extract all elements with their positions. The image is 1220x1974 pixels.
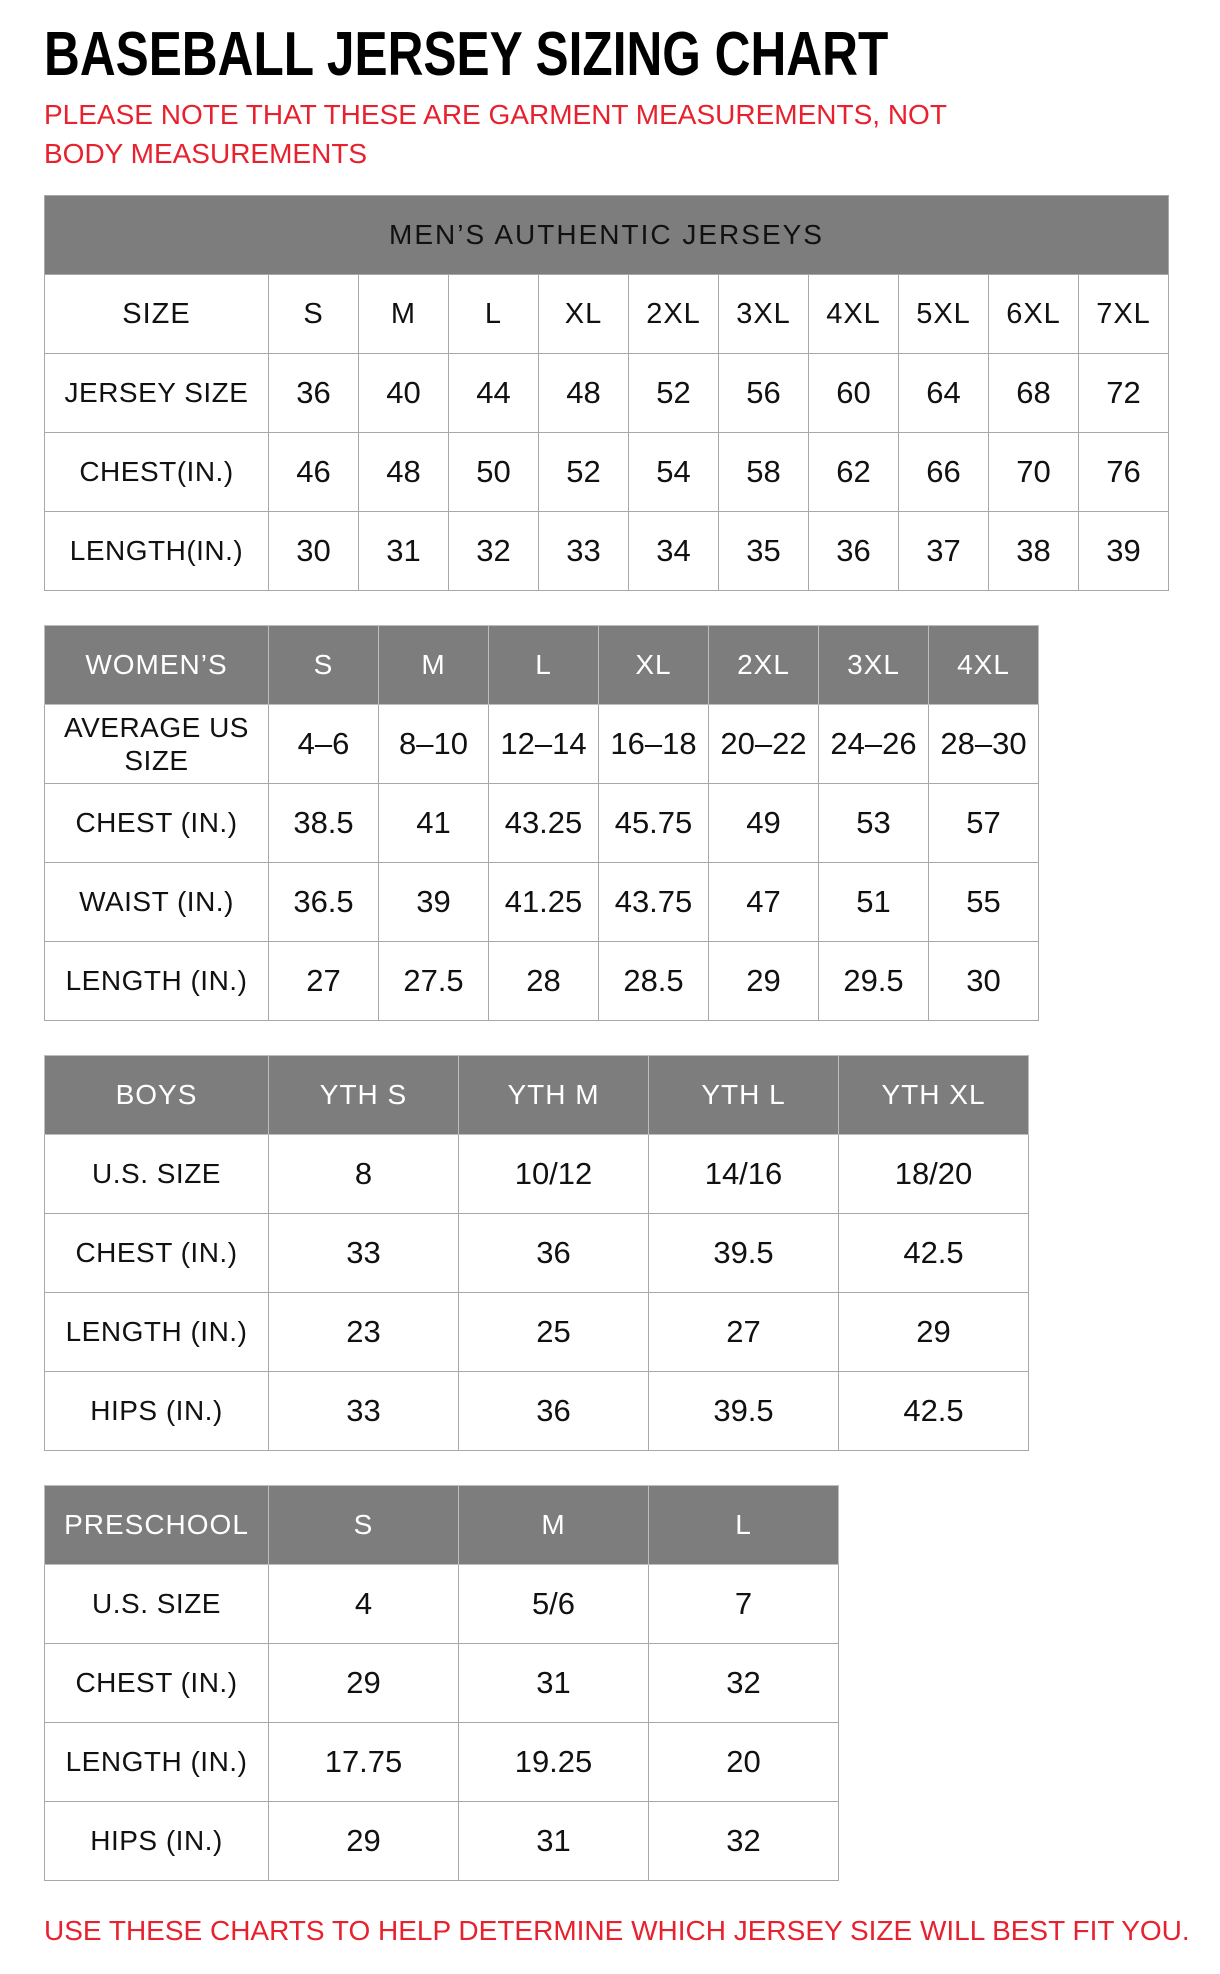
- womens-value-cell: 55: [929, 863, 1039, 942]
- mens-authentic-jerseys-value-cell: 37: [899, 512, 989, 591]
- preschool-table-row: [45, 1723, 839, 1802]
- boys-value-cell: 36: [459, 1372, 649, 1451]
- mens-authentic-jerseys-col-header: 3XL: [719, 275, 809, 354]
- boys-col-header: YTH XL: [839, 1056, 1029, 1135]
- boys-table: [44, 1055, 1029, 1451]
- mens-authentic-jerseys-table-row: [45, 512, 1169, 591]
- womens-col-header: L: [489, 626, 599, 705]
- sizing-chart-page: [44, 20, 1190, 1947]
- womens-value-cell: 57: [929, 784, 1039, 863]
- mens-authentic-jerseys-value-cell: 60: [809, 354, 899, 433]
- boys-value-cell: 33: [269, 1372, 459, 1451]
- womens-row-label: AVERAGE US SIZE: [45, 705, 269, 784]
- boys-value-cell: 33: [269, 1214, 459, 1293]
- boys-value-cell: 42.5: [839, 1372, 1029, 1451]
- mens-authentic-jerseys-col-header: 4XL: [809, 275, 899, 354]
- mens-authentic-jerseys-row-label: CHEST(IN.): [45, 433, 269, 512]
- womens-value-cell: 8–10: [379, 705, 489, 784]
- womens-value-cell: 27: [269, 942, 379, 1021]
- boys-table-row: [45, 1135, 1029, 1214]
- boys-value-cell: 39.5: [649, 1214, 839, 1293]
- preschool-table-row: [45, 1565, 839, 1644]
- boys-value-cell: 39.5: [649, 1372, 839, 1451]
- mens-authentic-jerseys-value-cell: 36: [809, 512, 899, 591]
- womens-table-row: [45, 863, 1039, 942]
- preschool-value-cell: 29: [269, 1802, 459, 1881]
- mens-authentic-jerseys-col-header: XL: [539, 275, 629, 354]
- boys-value-cell: 14/16: [649, 1135, 839, 1214]
- womens-col-header: S: [269, 626, 379, 705]
- preschool-col-header: S: [269, 1486, 459, 1565]
- boys-col-header: YTH L: [649, 1056, 839, 1135]
- mens-authentic-jerseys-value-cell: 68: [989, 354, 1079, 433]
- preschool-table-row: [45, 1644, 839, 1723]
- womens-value-cell: 49: [709, 784, 819, 863]
- preschool-value-cell: 31: [459, 1802, 649, 1881]
- womens-value-cell: 29.5: [819, 942, 929, 1021]
- womens-value-cell: 30: [929, 942, 1039, 1021]
- womens-value-cell: 51: [819, 863, 929, 942]
- mens-authentic-jerseys-value-cell: 54: [629, 433, 719, 512]
- preschool-value-cell: 20: [649, 1723, 839, 1802]
- footer-text: USE THESE CHARTS TO HELP DETERMINE WHICH JERSEY SIZE WILL BEST FIT YOU.: [44, 1915, 1190, 1947]
- boys-value-cell: 29: [839, 1293, 1029, 1372]
- mens-authentic-jerseys-table-row: [45, 433, 1169, 512]
- mens-authentic-jerseys-value-cell: 38: [989, 512, 1079, 591]
- preschool-row-label: LENGTH (IN.): [45, 1723, 269, 1802]
- mens-authentic-jerseys-banner-title: MEN’S AUTHENTIC JERSEYS: [45, 196, 1169, 275]
- preschool-value-cell: 7: [649, 1565, 839, 1644]
- womens-value-cell: 27.5: [379, 942, 489, 1021]
- womens-value-cell: 28–30: [929, 705, 1039, 784]
- womens-value-cell: 29: [709, 942, 819, 1021]
- mens-authentic-jerseys-row-label: JERSEY SIZE: [45, 354, 269, 433]
- womens-value-cell: 36.5: [269, 863, 379, 942]
- mens-authentic-jerseys-value-cell: 32: [449, 512, 539, 591]
- mens-authentic-jerseys-row-label: LENGTH(IN.): [45, 512, 269, 591]
- boys-row-label: HIPS (IN.): [45, 1372, 269, 1451]
- boys-table-row: [45, 1214, 1029, 1293]
- mens-authentic-jerseys-value-cell: 52: [539, 433, 629, 512]
- preschool-value-cell: 29: [269, 1644, 459, 1723]
- womens-col-header: 4XL: [929, 626, 1039, 705]
- mens-authentic-jerseys-value-cell: 70: [989, 433, 1079, 512]
- womens-value-cell: 43.25: [489, 784, 599, 863]
- preschool-table-row: [45, 1802, 839, 1881]
- mens-authentic-jerseys-value-cell: 72: [1079, 354, 1169, 433]
- womens-value-cell: 28: [489, 942, 599, 1021]
- womens-value-cell: 41.25: [489, 863, 599, 942]
- womens-table-row: [45, 784, 1039, 863]
- boys-value-cell: 27: [649, 1293, 839, 1372]
- preschool-value-cell: 19.25: [459, 1723, 649, 1802]
- boys-value-cell: 8: [269, 1135, 459, 1214]
- mens-authentic-jerseys-value-cell: 58: [719, 433, 809, 512]
- mens-authentic-jerseys-value-cell: 34: [629, 512, 719, 591]
- mens-authentic-jerseys-value-cell: 48: [359, 433, 449, 512]
- womens-value-cell: 41: [379, 784, 489, 863]
- womens-value-cell: 28.5: [599, 942, 709, 1021]
- mens-authentic-jerseys-value-cell: 46: [269, 433, 359, 512]
- garment-measurement-note: PLEASE NOTE THAT THESE ARE GARMENT MEASUREMENTS, NOT BODY MEASUREMENTS: [44, 99, 947, 169]
- womens-value-cell: 47: [709, 863, 819, 942]
- mens-authentic-jerseys-value-cell: 40: [359, 354, 449, 433]
- womens-value-cell: 12–14: [489, 705, 599, 784]
- preschool-row-label: U.S. SIZE: [45, 1565, 269, 1644]
- preschool-value-cell: 5/6: [459, 1565, 649, 1644]
- womens-value-cell: 16–18: [599, 705, 709, 784]
- womens-col-header: 2XL: [709, 626, 819, 705]
- boys-table-host: [44, 1055, 1176, 1451]
- womens-row-label: CHEST (IN.): [45, 784, 269, 863]
- boys-row-label: CHEST (IN.): [45, 1214, 269, 1293]
- boys-col-header: YTH M: [459, 1056, 649, 1135]
- mens-table-host: [44, 195, 1176, 591]
- womens-table-host: [44, 625, 1176, 1021]
- boys-value-cell: 25: [459, 1293, 649, 1372]
- mens-authentic-jerseys-table-row: [45, 354, 1169, 433]
- boys-value-cell: 10/12: [459, 1135, 649, 1214]
- preschool-corner-header: PRESCHOOL: [45, 1486, 269, 1565]
- mens-authentic-jerseys-value-cell: 39: [1079, 512, 1169, 591]
- boys-table-row: [45, 1293, 1029, 1372]
- womens-col-header: XL: [599, 626, 709, 705]
- preschool-value-cell: 4: [269, 1565, 459, 1644]
- womens-value-cell: 39: [379, 863, 489, 942]
- preschool-value-cell: 32: [649, 1644, 839, 1723]
- mens-authentic-jerseys-col-header: L: [449, 275, 539, 354]
- mens-authentic-jerseys-value-cell: 36: [269, 354, 359, 433]
- mens-authentic-jerseys-corner-header: SIZE: [45, 275, 269, 354]
- womens-row-label: WAIST (IN.): [45, 863, 269, 942]
- mens-authentic-jerseys-value-cell: 50: [449, 433, 539, 512]
- womens-value-cell: 24–26: [819, 705, 929, 784]
- womens-value-cell: 43.75: [599, 863, 709, 942]
- mens-authentic-jerseys-value-cell: 48: [539, 354, 629, 433]
- boys-table-row: [45, 1372, 1029, 1451]
- mens-authentic-jerseys-col-header: 7XL: [1079, 275, 1169, 354]
- mens-authentic-jerseys-value-cell: 35: [719, 512, 809, 591]
- womens-value-cell: 53: [819, 784, 929, 863]
- boys-row-label: LENGTH (IN.): [45, 1293, 269, 1372]
- womens-value-cell: 45.75: [599, 784, 709, 863]
- boys-col-header: YTH S: [269, 1056, 459, 1135]
- preschool-table: [44, 1485, 839, 1881]
- mens-authentic-jerseys-value-cell: 30: [269, 512, 359, 591]
- mens-authentic-jerseys-col-header: 5XL: [899, 275, 989, 354]
- womens-value-cell: 38.5: [269, 784, 379, 863]
- mens-authentic-jerseys-value-cell: 44: [449, 354, 539, 433]
- mens-authentic-jerseys-value-cell: 76: [1079, 433, 1169, 512]
- boys-value-cell: 36: [459, 1214, 649, 1293]
- womens-row-label: LENGTH (IN.): [45, 942, 269, 1021]
- womens-table-row: [45, 942, 1039, 1021]
- womens-col-header: 3XL: [819, 626, 929, 705]
- mens-authentic-jerseys-col-header: 6XL: [989, 275, 1079, 354]
- womens-value-cell: 4–6: [269, 705, 379, 784]
- preschool-table-host: [44, 1485, 1176, 1881]
- mens-authentic-jerseys-col-header: M: [359, 275, 449, 354]
- mens-authentic-jerseys-value-cell: 64: [899, 354, 989, 433]
- mens-authentic-jerseys-value-cell: 31: [359, 512, 449, 591]
- preschool-row-label: HIPS (IN.): [45, 1802, 269, 1881]
- preschool-value-cell: 31: [459, 1644, 649, 1723]
- preschool-value-cell: 32: [649, 1802, 839, 1881]
- preschool-col-header: M: [459, 1486, 649, 1565]
- womens-value-cell: 20–22: [709, 705, 819, 784]
- mens-authentic-jerseys-value-cell: 52: [629, 354, 719, 433]
- boys-corner-header: BOYS: [45, 1056, 269, 1135]
- mens-authentic-jerseys-value-cell: 33: [539, 512, 629, 591]
- womens-corner-header: WOMEN’S: [45, 626, 269, 705]
- mens-authentic-jerseys-value-cell: 66: [899, 433, 989, 512]
- boys-value-cell: 42.5: [839, 1214, 1029, 1293]
- preschool-row-label: CHEST (IN.): [45, 1644, 269, 1723]
- mens-authentic-jerseys-table: [44, 195, 1169, 591]
- mens-authentic-jerseys-value-cell: 62: [809, 433, 899, 512]
- womens-col-header: M: [379, 626, 489, 705]
- page-title: BASEBALL JERSEY SIZING CHART: [44, 20, 889, 89]
- womens-table-row: [45, 705, 1039, 784]
- mens-authentic-jerseys-col-header: 2XL: [629, 275, 719, 354]
- boys-value-cell: 23: [269, 1293, 459, 1372]
- preschool-value-cell: 17.75: [269, 1723, 459, 1802]
- preschool-col-header: L: [649, 1486, 839, 1565]
- mens-authentic-jerseys-value-cell: 56: [719, 354, 809, 433]
- boys-row-label: U.S. SIZE: [45, 1135, 269, 1214]
- womens-table: [44, 625, 1039, 1021]
- mens-authentic-jerseys-col-header: S: [269, 275, 359, 354]
- boys-value-cell: 18/20: [839, 1135, 1029, 1214]
